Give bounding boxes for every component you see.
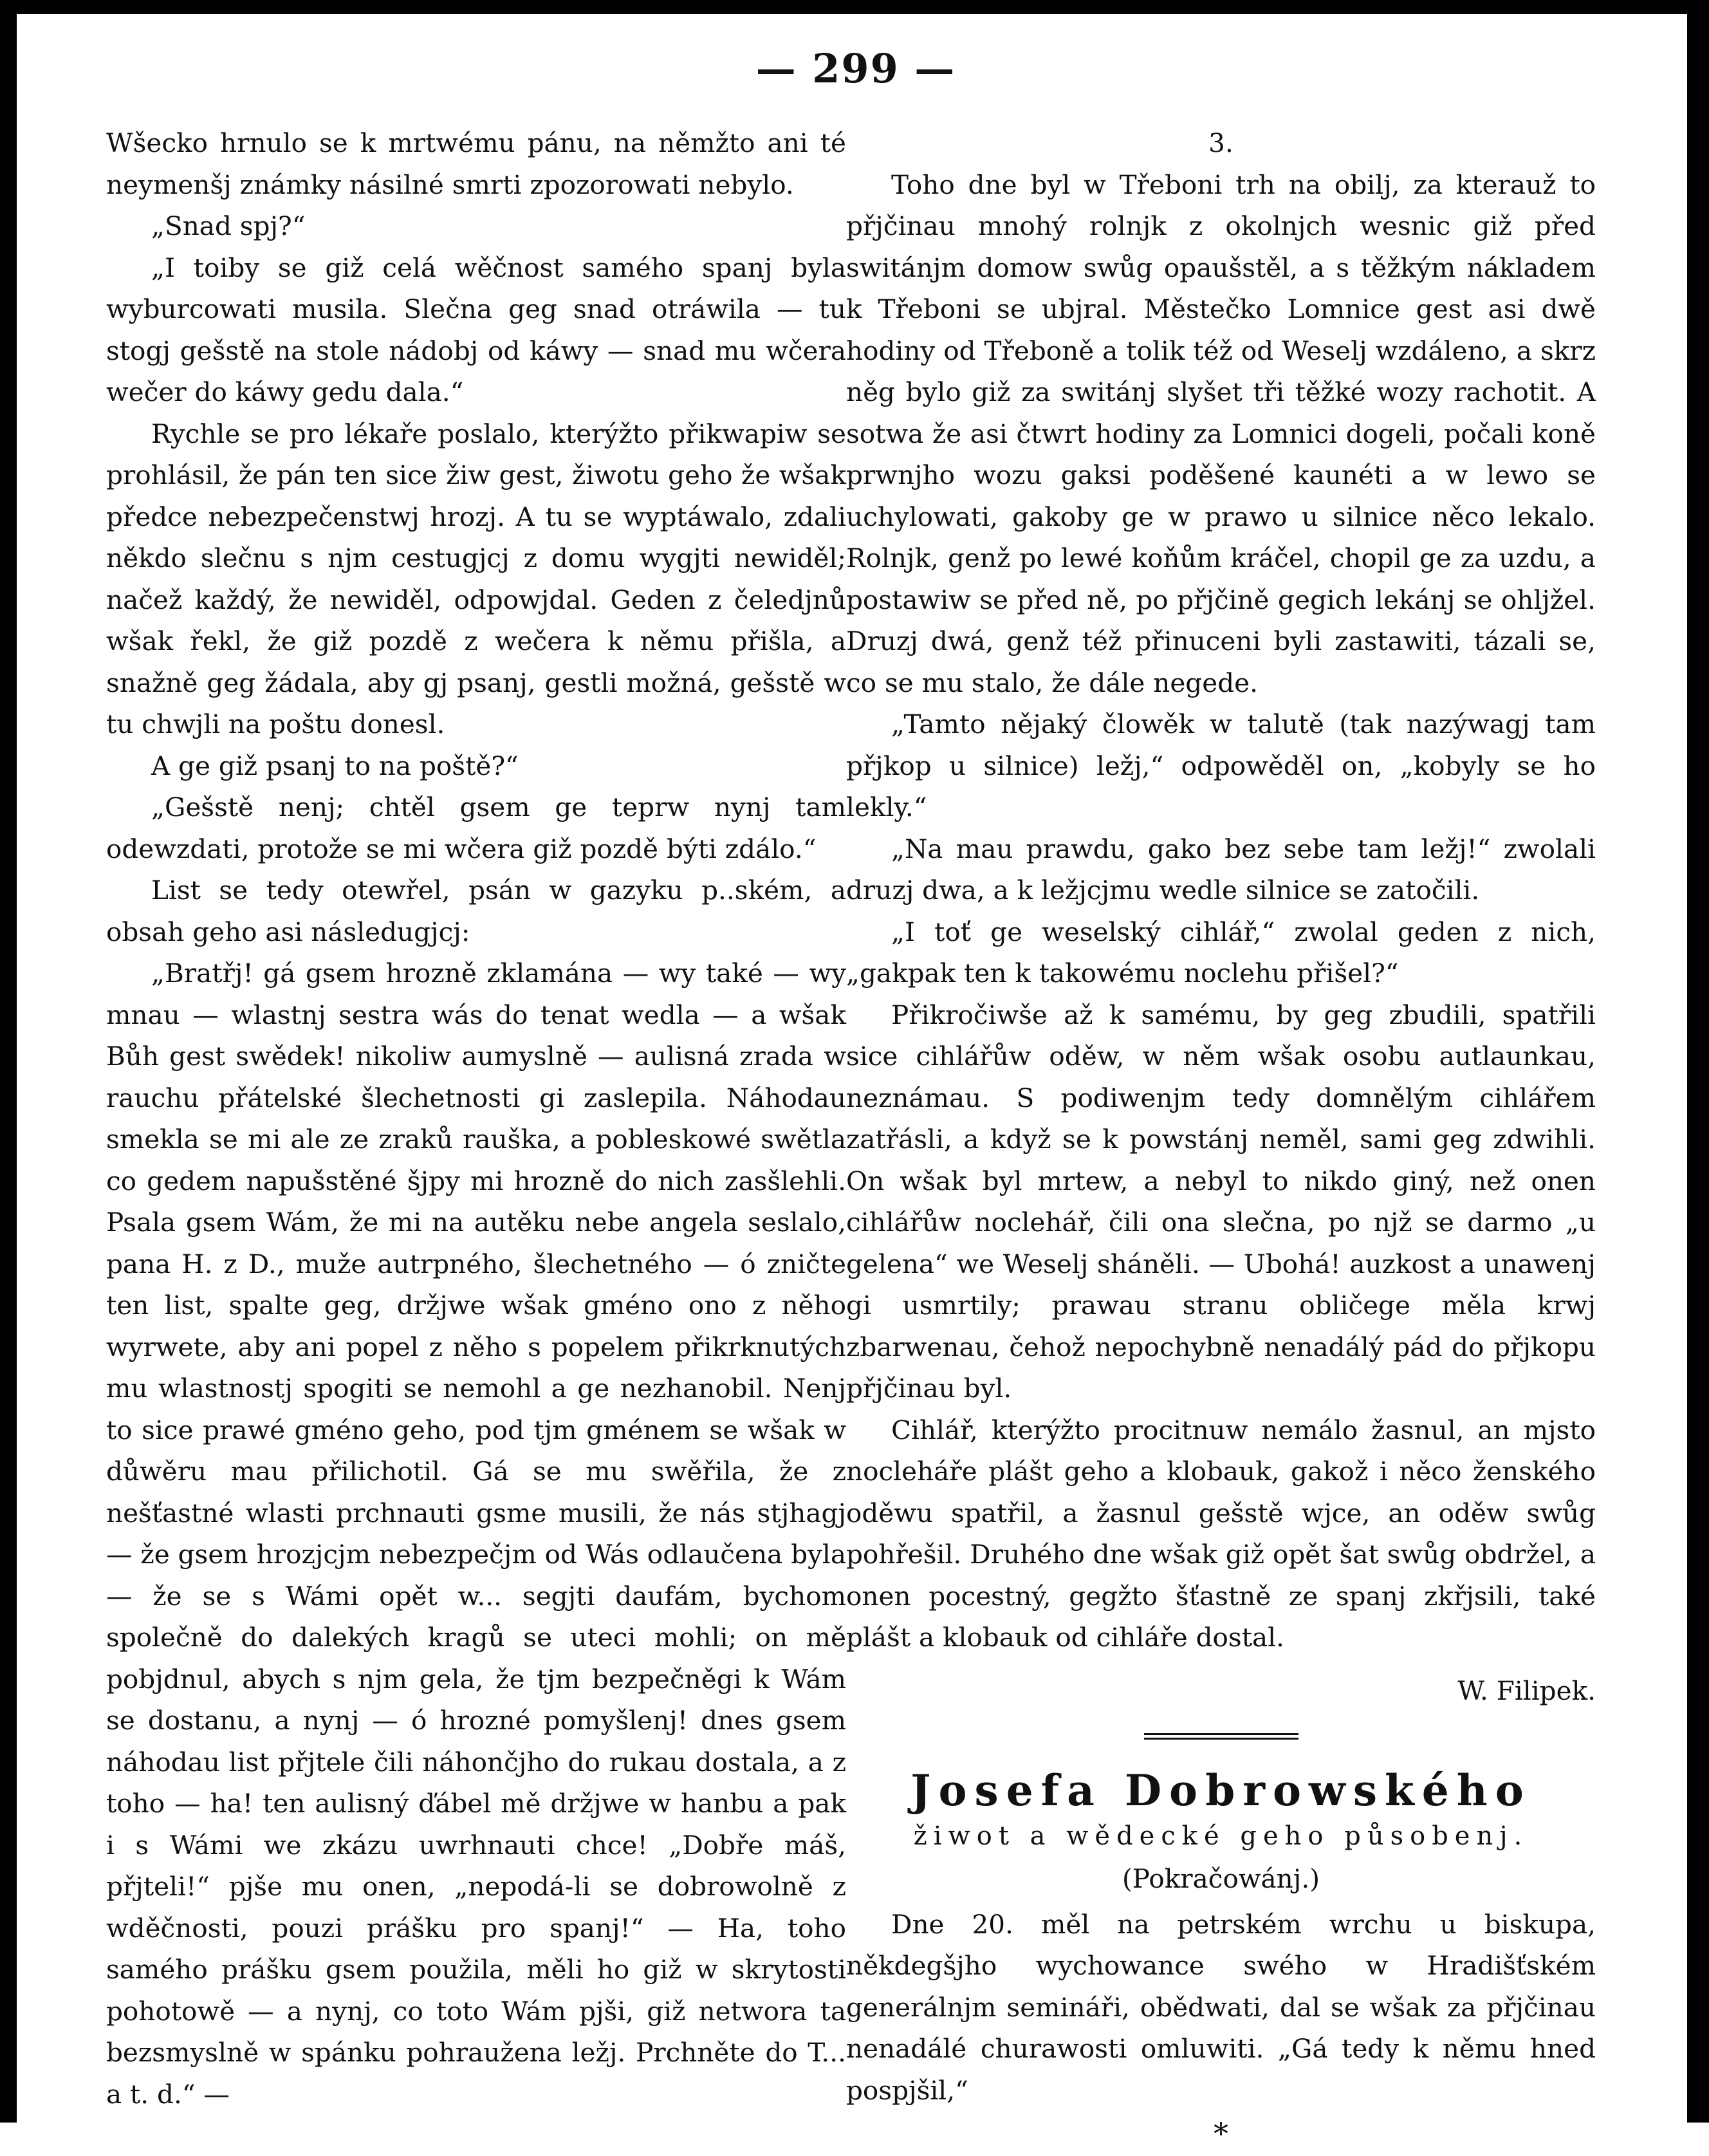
left-column [106, 122, 846, 2115]
paragraph: „Gešstě nenj; chtěl gsem ge teprw nynj tam odewzdati, protože se mi wčera giž pozdě býti zdálo.“ [106, 792, 846, 864]
section-divider [1144, 1733, 1298, 1740]
paragraph: „I toť ge weselský cihlář,“ zwolal geden z nich, „gakpak ten k takowému noclehu přišel?“ [846, 916, 1596, 989]
right-column [846, 122, 1596, 2156]
paragraph: Rychle se pro lékaře poslalo, kterýžto přikwapiw se prohlásil, že pán ten sice žiw gest, žiwotu geho že wšak předce nebezpečenstwj hrozj. A tu se wyptáwalo, zdali někdo slečnu s njm cestugjcj z domu wygjti newiděl; načež každý, že newiděl, odpowjdal. Geden z čeledjnů wšak řekl, že giž pozdě z wečera k němu přišla, a snažně geg žádala, aby gj psanj, gestli možná, gešstě w tu chwjli na poštu donesl. [106, 418, 846, 739]
asterisk-mark: * [1214, 2116, 1228, 2151]
paragraph: „Bratřj! gá gsem hrozně zklamána — wy také — wy mnau — wlastnj sestra wás do tenat wedla — a wšak Bůh gest swědek! nikoliw aumyslně — aulisná zrada w rauchu přátelské šlechetnosti gi zaslepila. Náhodau smekla se mi ale ze zraků rauška, a pobleskowé swětla co gedem napušstěné šjpy mi hrozně do nich zasšlehli. Psala gsem Wám, že mi na autěku nebe angela seslalo, pana H. z D., muže autrpného, šlechetného — ó zničte ten list, spalte geg, držjwe wšak gméno ono z něho wyrwete, aby ani popel z něho s popelem přikrknutých mu wlastnostj spogiti se nemohl a ge nezhanobil. Nenj to sice prawé gméno geho, pod tjm gménem se wšak w důwěru mau přilichotil. Gá se mu swěřila, že z nešťastné wlasti prchnauti gsme musili, že nás stjhagj — že gsem hrozjcjm nebezpečjm od Wás odlaučena byla — že se s Wámi opět w... segjti daufám, bychom společně do dalekých kragů se uteci mohli; on mě pobjdnul, abych s njm gela, že tjm bezpečněgi k Wám se dostanu, a nynj — ó hrozné pomyšlenj! dnes gsem náhodau list přjtele čili náhončjho do rukau dostala, a z toho — ha! ten aulisný ďábel mě držjwe w hanbu a pak i s Wámi we zkázu uwrhnauti chce! „Dobře máš, přjteli!“ pjše mu onen, „nepodá-li se dobrowolně z wděčnosti, pouzi prášku pro spanj!“ — Ha, toho samého prášku gsem použila, měli ho giž w skrytosti pohotowě — a nynj, co toto Wám pjši, giž networa ta bezsmyslně w spánku pohraužena ležj. Prchněte do T... a t. d.“ — [106, 958, 846, 2110]
article-title: Josefa Dobrowského [910, 1765, 1531, 1816]
paragraph: List se tedy otewřel, psán w gazyku p..ském, a obsah geho asi následugjcj: [106, 875, 846, 947]
article-subtitle: žiwot a wědecké geho působenj. [913, 1821, 1529, 1851]
paragraph: Dne 20. měl na petrském wrchu u biskupa, někdegšjho wychowance swého w Hradišťském generálnjm semináři, obědwati, dal se wšak za přjčinau nenadálé churawosti omluwiti. „Gá tedy k němu hned pospjšil,“ [846, 1908, 1596, 2106]
scan-border-left [0, 0, 17, 2123]
scan-border-top [0, 0, 1709, 14]
page-number: — 299 — [755, 45, 956, 92]
paragraph: Toho dne byl w Třeboni trh na obilj, za kterauž to přjčinau mnohý rolnjk z okolnjch wesnic giž před switánjm domow swůg opaušstěl, a s těžkým nákladem k Třeboni se ubjral. Městečko Lomnice gest asi dwě hodiny od Třeboně a tolik též od Weselj wzdáleno, a skrz něg bylo giž za switánj slyšet tři těžké wozy rachotit. A sotwa že asi čtwrt hodiny za Lomnici dogeli, počali koně prwnjho wozu gaksi poděšené kaunéti a w lewo se uchylowati, gakoby ge w prawo u silnice něco lekalo. Rolnjk, genž po lewé koňům kráčel, chopil ge za uzdu, a postawiw se před ně, po přjčině gegich lekánj se ohljžel. Druzj dwá, genž též přinuceni byli zastawiti, tázali se, co se mu stalo, že dále negede. [846, 169, 1596, 698]
scan-border-right [1687, 0, 1709, 2123]
paragraph: „I toiby se giž celá wěčnost samého spanj byla wyburcowati musila. Slečna geg snad otráwila — tu stogj gešstě na stole nádobj od káwy — snad mu wčera wečer do káwy gedu dala.“ [106, 252, 846, 407]
section-number: 3. [1208, 127, 1233, 158]
paragraph: Cihlář, kterýžto procitnuw nemálo žasnul, an mjsto nocleháře plášt geho a klobauk, gakož i něco ženského oděwu spatřil, a žasnul gešstě wjce, an oděw swůg pohřešil. Druhého dne wšak giž opět šat swůg obdržel, a onen pocestný, gegžto šťastně ze spanj zkřjsili, také plášt a klobauk od cihláře dostal. [846, 1414, 1596, 1653]
paragraph: Přikročiwše až k samému, by geg zbudili, spatřili sice cihlářůw oděw, w něm wšak osobu autlaunkau, neznámau. S podiwenjm tedy domnělým cihlářem zatřásli, a když se k powstánj neměl, sami geg zdwihli. On wšak byl mrtew, a nebyl to nikdo giný, než onen cihlářůw noclehář, čili ona slečna, po njž se darmo „u gelena“ we Weselj sháněli. — Ubohá! auzkost a unawenj gi usmrtily; prawau stranu obličege měla krwj zbarwenau, čehož nepochybně nenadálý pád do přjkopu přjčinau byl. [846, 999, 1596, 1404]
paragraph: „Snad spj?“ [151, 210, 306, 241]
paragraph: „Tamto nějaký člowěk w talutě (tak nazýwagj tam přjkop u silnice) ležj,“ odpowěděl on, „kobyly se ho lekly.“ [846, 709, 1596, 822]
paragraph: A ge giž psanj to na poště?“ [151, 750, 519, 781]
continuation-note: (Pokračowánj.) [1122, 1863, 1320, 1894]
author-signature: W. Filipek. [1457, 1675, 1596, 1706]
paragraph: „Na mau prawdu, gako bez sebe tam ležj!“ zwolali druzj dwa, a k ležjcjmu wedle silnice se zatočili. [846, 833, 1596, 906]
paragraph: Wšecko hrnulo se k mrtwému pánu, na němžto ani té neymenšj známky násilné smrti zpozorowati nebylo. [106, 127, 846, 200]
